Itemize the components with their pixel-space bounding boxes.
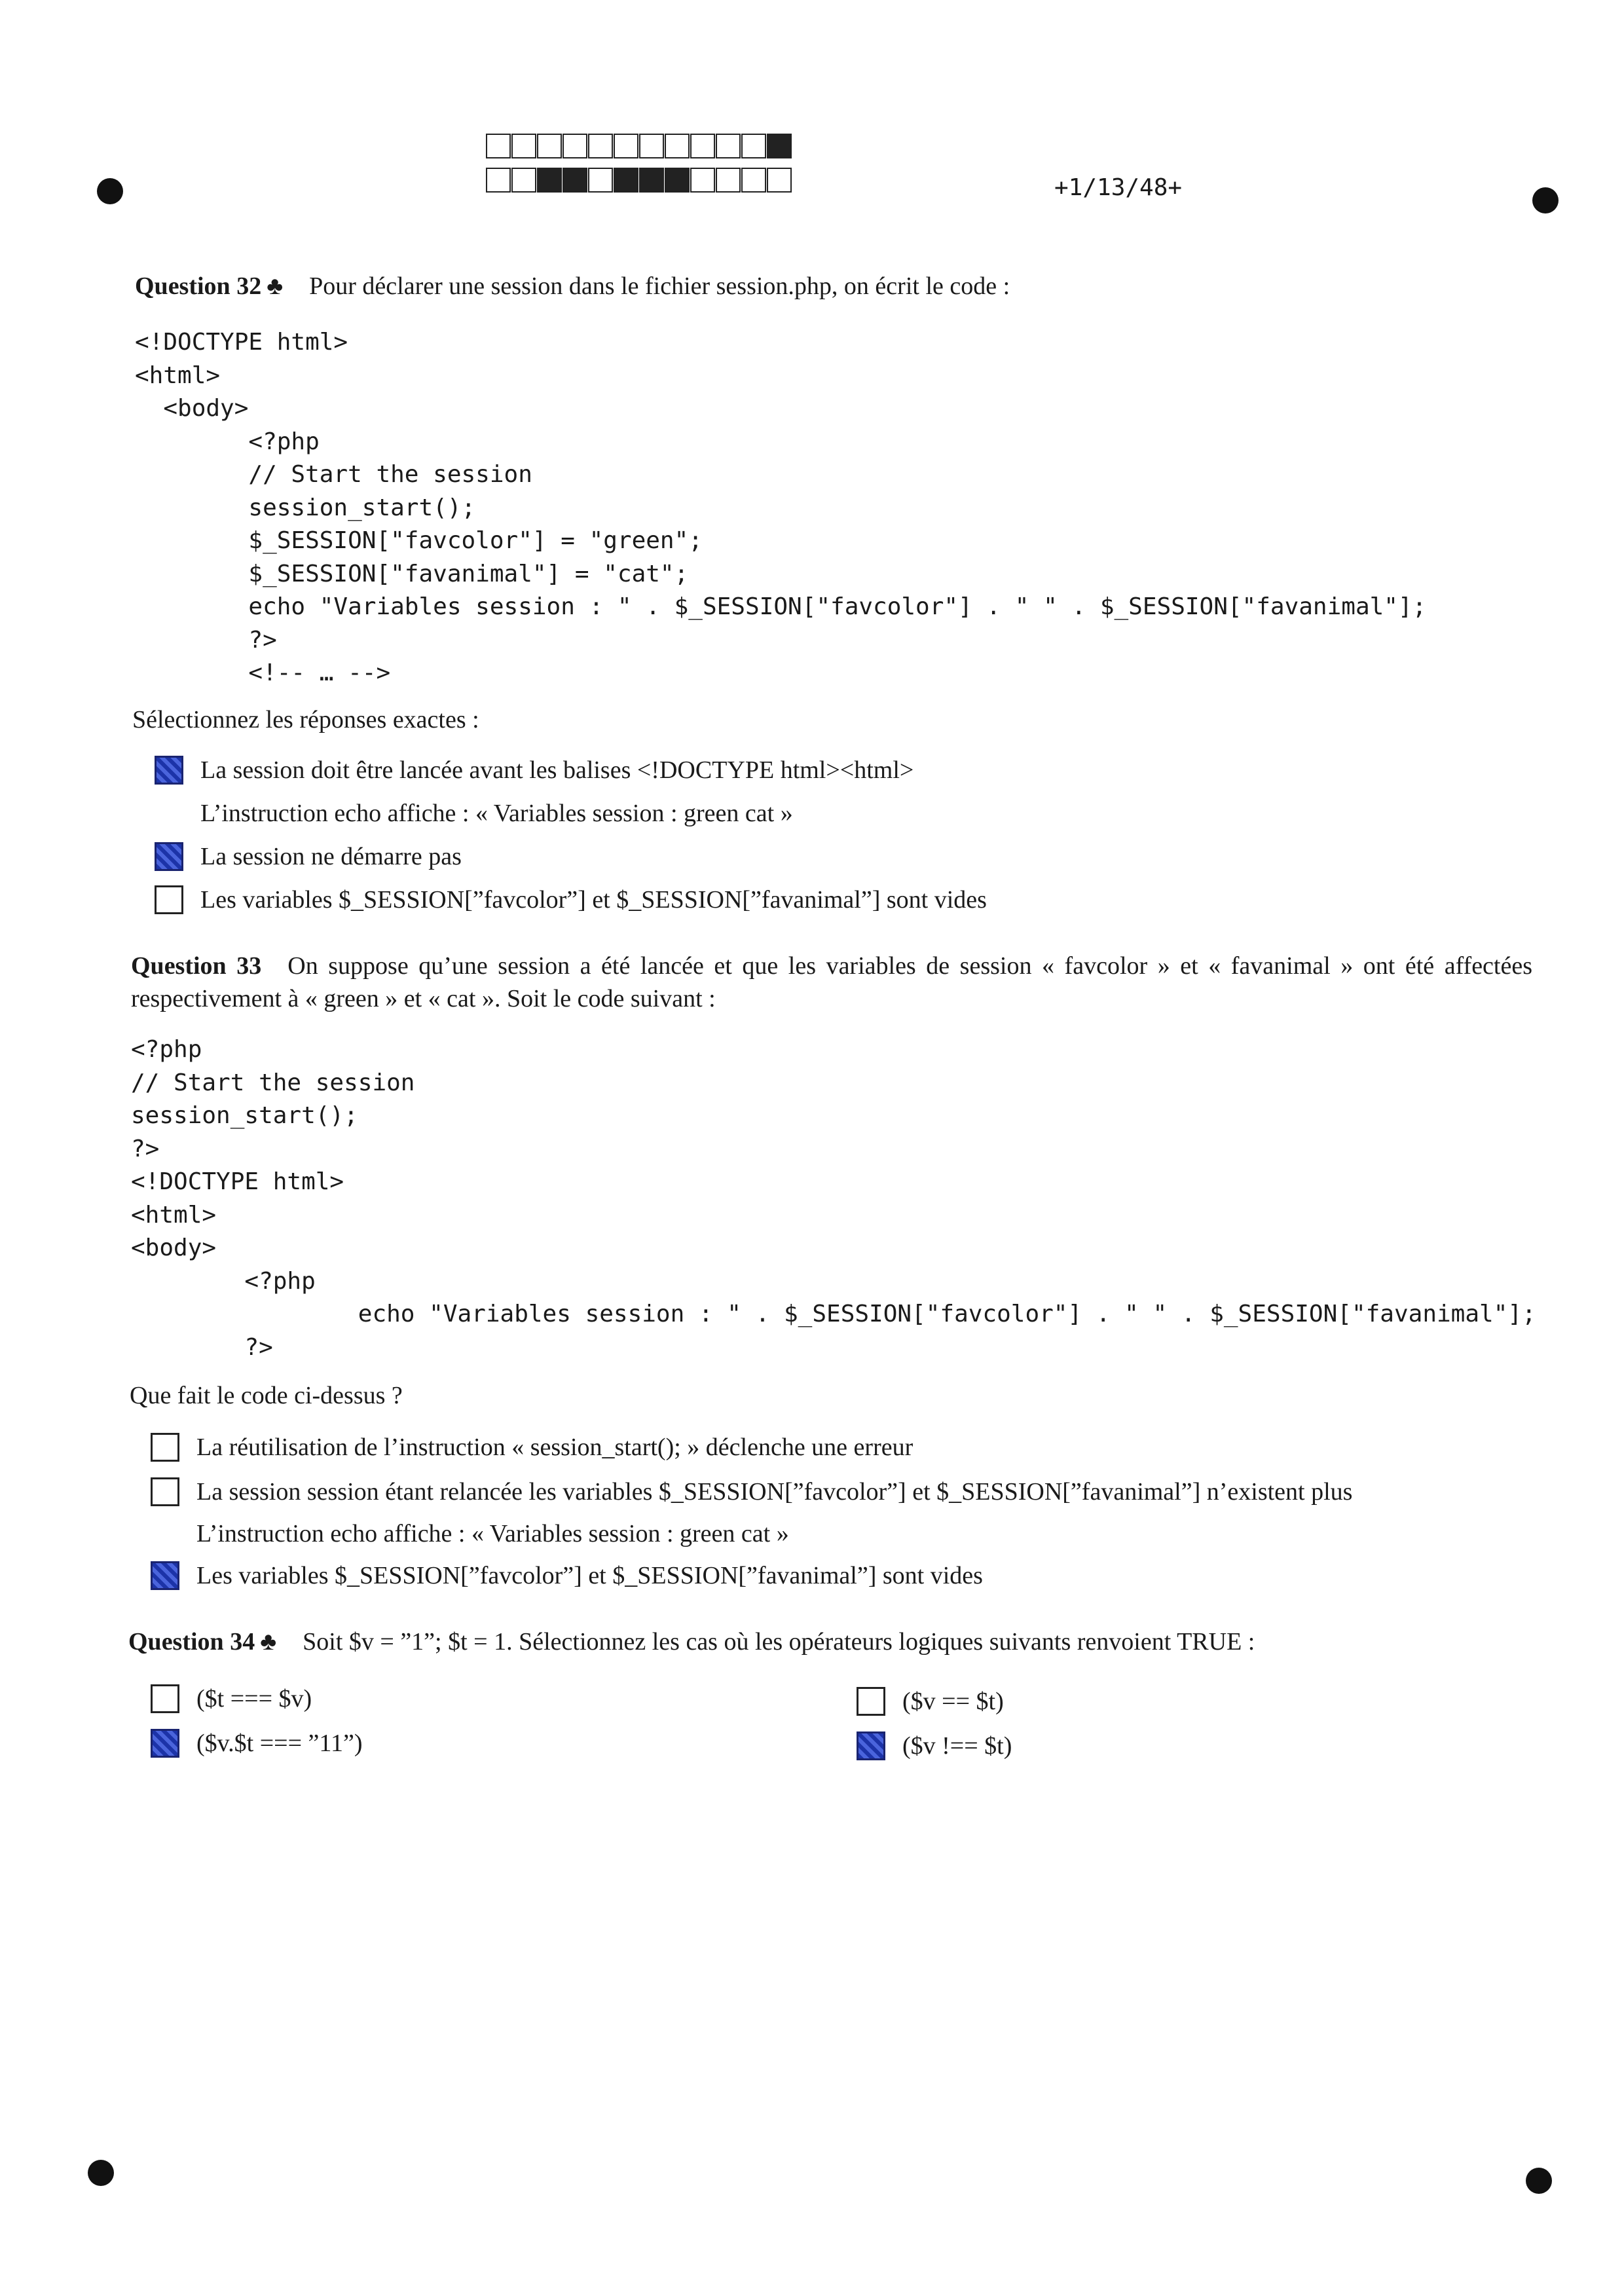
question-32-option-2[interactable] — [155, 799, 793, 828]
barcode-cell-filled — [614, 168, 638, 193]
question-34-option-2[interactable] — [857, 1687, 1004, 1716]
question-33-option-4[interactable] — [151, 1561, 983, 1590]
registration-mark-top-right — [1532, 187, 1559, 213]
checkbox[interactable] — [857, 1731, 885, 1760]
question-34-text: Soit $v = ”1”; $t = 1. Sélectionnez les cas où les opérateurs logiques suivants renvoient TRUE : — [303, 1628, 1255, 1656]
option-label: ($t === $v) — [196, 1685, 312, 1713]
option-label: La session ne démarre pas — [200, 843, 462, 870]
checkbox[interactable] — [151, 1433, 179, 1462]
option-label: ($v.$t === ”11”) — [196, 1730, 363, 1757]
club-icon: ♣ — [260, 1628, 277, 1656]
checkbox[interactable] — [151, 1561, 179, 1590]
checkbox[interactable] — [151, 1729, 179, 1758]
checkbox[interactable] — [155, 885, 183, 914]
registration-mark-top-left — [97, 178, 123, 204]
barcode-cell-empty — [511, 134, 536, 158]
option-label: La réutilisation de l’instruction « session_start(); » déclenche une erreur — [196, 1434, 913, 1461]
question-33-option-1[interactable] — [151, 1433, 913, 1462]
question-33-option-3[interactable] — [151, 1519, 789, 1548]
option-label: Les variables $_SESSION[”favcolor”] et $_SESSION[”favanimal”] sont vides — [196, 1562, 983, 1589]
barcode-cell-filled — [563, 168, 587, 193]
barcode-cell-filled — [767, 134, 792, 158]
question-32-label: Question 32 — [135, 272, 262, 300]
question-34-option-3[interactable] — [151, 1729, 363, 1758]
question-34-option-1[interactable] — [151, 1684, 312, 1713]
barcode-cell-empty — [588, 134, 613, 158]
barcode-top-row — [486, 134, 792, 158]
option-label: ($v !== $t) — [902, 1732, 1012, 1760]
barcode-cell-empty — [767, 168, 792, 193]
barcode-cell-empty — [537, 134, 562, 158]
barcode-cell-filled — [537, 168, 562, 193]
barcode-cell-empty — [511, 168, 536, 193]
question-34-label: Question 34 — [128, 1628, 255, 1656]
question-34-header — [128, 1625, 1255, 1658]
option-label: L’instruction echo affiche : « Variables session : green cat » — [200, 800, 793, 827]
barcode-cell-empty — [665, 134, 690, 158]
option-label: La session session étant relancée les variables $_SESSION[”favcolor”] et $_SESSION[”favanimal”] n’existent plus — [196, 1478, 1353, 1506]
question-32-option-4[interactable] — [155, 885, 987, 914]
barcode-bottom-row — [486, 168, 792, 193]
question-33-code-block: <?php // Start the session session_start(); ?> <!DOCTYPE html> <html> <body> <?php echo "Variables session : " . $_SESSION["favcolor"] . " " . $_SESSION["favanimal"]; ?> — [131, 1036, 1536, 1361]
question-33-option-2[interactable] — [151, 1477, 1352, 1506]
barcode-cell-empty — [690, 168, 715, 193]
question-34-option-4[interactable] — [857, 1731, 1012, 1760]
checkbox[interactable] — [155, 756, 183, 785]
barcode-cell-empty — [486, 134, 511, 158]
barcode-cell-empty — [588, 168, 613, 193]
option-label: L’instruction echo affiche : « Variables session : green cat » — [196, 1520, 789, 1547]
question-33-header — [131, 950, 1532, 1015]
barcode-cell-filled — [639, 168, 664, 193]
barcode-cell-empty — [486, 168, 511, 193]
question-32-header — [135, 270, 1010, 303]
registration-mark-bottom-right — [1526, 2168, 1552, 2194]
checkbox[interactable] — [857, 1687, 885, 1716]
question-32-text: Pour déclarer une session dans le fichier session.php, on écrit le code : — [309, 272, 1010, 300]
question-32-prompt: Sélectionnez les réponses exactes : — [132, 706, 479, 733]
barcode-cell-empty — [741, 168, 766, 193]
barcode-cell-empty — [614, 134, 638, 158]
barcode-cell-empty — [741, 134, 766, 158]
club-icon: ♣ — [267, 272, 284, 300]
question-32-option-3[interactable] — [155, 842, 462, 871]
option-label: ($v == $t) — [902, 1688, 1004, 1715]
question-32-code-block: <!DOCTYPE html> <html> <body> <?php // Start the session session_start(); $_SESSION["favcolor"] = "green"; $_SESSION["favanimal"] = "cat"; echo "Variables session : " . $_SESSION["favcolor"] . " " . $_SESSION["favanimal"]; ?> <!-- … --> — [135, 329, 1427, 686]
page-id: +1/13/48+ — [1054, 174, 1183, 201]
barcode-cell-empty — [716, 168, 741, 193]
checkbox[interactable] — [151, 1477, 179, 1506]
question-33-label: Question 33 — [131, 952, 262, 980]
barcode-cell-empty — [563, 134, 587, 158]
checkbox[interactable] — [155, 842, 183, 871]
question-33-prompt: Que fait le code ci-dessus ? — [130, 1382, 403, 1409]
option-label: La session doit être lancée avant les balises <!DOCTYPE html><html> — [200, 756, 914, 784]
barcode-cell-filled — [665, 168, 690, 193]
question-32-option-1[interactable] — [155, 756, 913, 785]
checkbox[interactable] — [151, 1684, 179, 1713]
question-33-text: On suppose qu’une session a été lancée et que les variables de session « favcolor » et « favanimal » ont été affectées respectivement à « green » et « cat ». Soit le code suivant : — [131, 952, 1533, 1012]
barcode-cell-empty — [639, 134, 664, 158]
barcode-cell-empty — [690, 134, 715, 158]
registration-mark-bottom-left — [88, 2160, 114, 2186]
option-label: Les variables $_SESSION[”favcolor”] et $_SESSION[”favanimal”] sont vides — [200, 886, 987, 914]
barcode-cell-empty — [716, 134, 741, 158]
